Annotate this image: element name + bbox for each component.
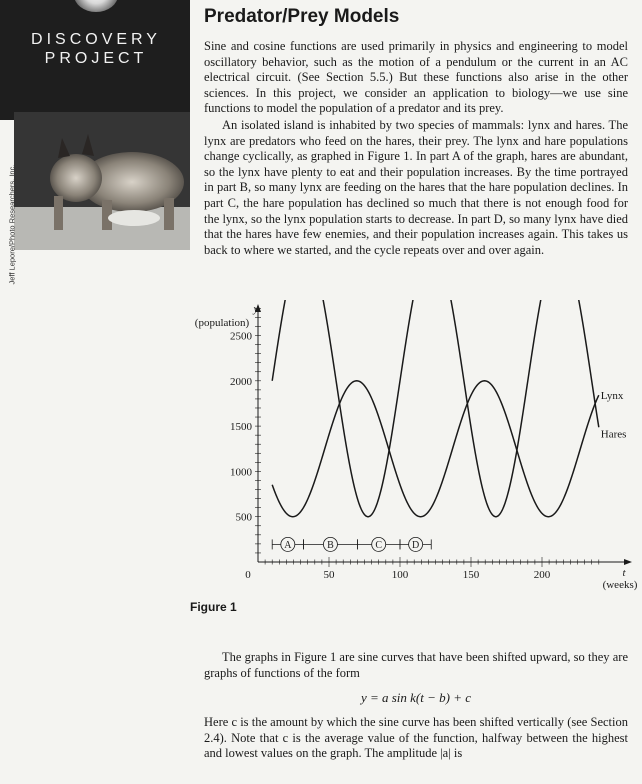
sine-equation: y = a sin k(t − b) + c — [360, 690, 472, 705]
y-tick-label: 2500 — [230, 330, 252, 343]
series-label-hares: Hares — [600, 428, 627, 441]
part-marker-label-b: B — [327, 539, 334, 551]
y-tick-label: 1000 — [230, 466, 252, 479]
page-title: Predator/Prey Models — [204, 6, 400, 27]
x-tick-label: 50 — [323, 569, 335, 581]
y-tick-label: 1500 — [230, 421, 252, 434]
y-axis-label: (population) — [194, 317, 250, 329]
globe-icon — [74, 0, 118, 12]
y-tick-label: 500 — [235, 511, 252, 524]
paragraph-shift: Here c is the amount by which the sine curve has been shifted vertically (see Section 2.4). Note that c is the average value of the function, halfway between the highest and lowest values on the graph. The amplitude |a| is — [204, 715, 628, 761]
sidebar-header-band — [0, 0, 190, 120]
origin-label: 0 — [245, 569, 251, 581]
x-tick-label: 100 — [391, 569, 409, 581]
paragraph-intro: Sine and cosine functions are used primarily in physics and engineering to model oscillatory behavior, such as the motion of a pendulum or the current in an AC electrical circuit. (See Section 5.5.) But these functions also arise in the other sciences. In this project, we consider an application to biology—we use sine functions to model the population of a predator and its prey. — [204, 39, 628, 116]
x-axis-arrow — [624, 559, 632, 565]
part-marker-label-c: C — [375, 539, 383, 551]
y-axis-var-label: y — [253, 303, 259, 315]
part-marker-label-d: D — [412, 539, 420, 551]
discovery-project-label — [28, 30, 164, 68]
photo-credit: Jeff Lepore/Photo Researchers, Inc. — [7, 164, 17, 285]
series-line-hares — [272, 300, 599, 517]
series-line-lynx — [272, 381, 599, 517]
y-tick-label: 2000 — [230, 375, 252, 388]
project-label-line2: PROJECT — [44, 50, 148, 67]
part-marker-label-a: A — [284, 539, 292, 551]
paragraph-island: An isolated island is inhabited by two species of mammals: lynx and hares. The lynx are predators who feed on the hares, their prey. The lynx and hare populations change cyclically, as graphed in Figure 1. In part A of the graph, hares are abundant, so the lynx have plenty to eat and their population increases. By the time portrayed in part B, so many lynx are feeding on the hares that the hare population declines. In part C, the hare population has declined so much that there is not enough food for the lynx, so the lynx population starts to decrease. In part D, so many lynx have died that the hares have few enemies, and their population increases again. This takes us back to where we started, and the cycle repeats over and over again. — [204, 118, 628, 257]
x-tick-label: 200 — [533, 569, 551, 581]
x-axis-label: (weeks) — [602, 579, 638, 591]
series-label-lynx: Lynx — [600, 390, 624, 403]
x-tick-label: 150 — [462, 569, 480, 581]
lynx-photo — [14, 112, 190, 250]
x-axis-var-label: t — [622, 567, 626, 579]
paragraph-sine-form: The graphs in Figure 1 are sine curves that have been shifted upward, so they are graphs of functions of the form — [204, 650, 628, 680]
project-label-line1: DISCOVERY — [31, 31, 161, 48]
predator-prey-chart — [180, 300, 640, 600]
figure-caption: Figure 1 — [190, 600, 237, 614]
